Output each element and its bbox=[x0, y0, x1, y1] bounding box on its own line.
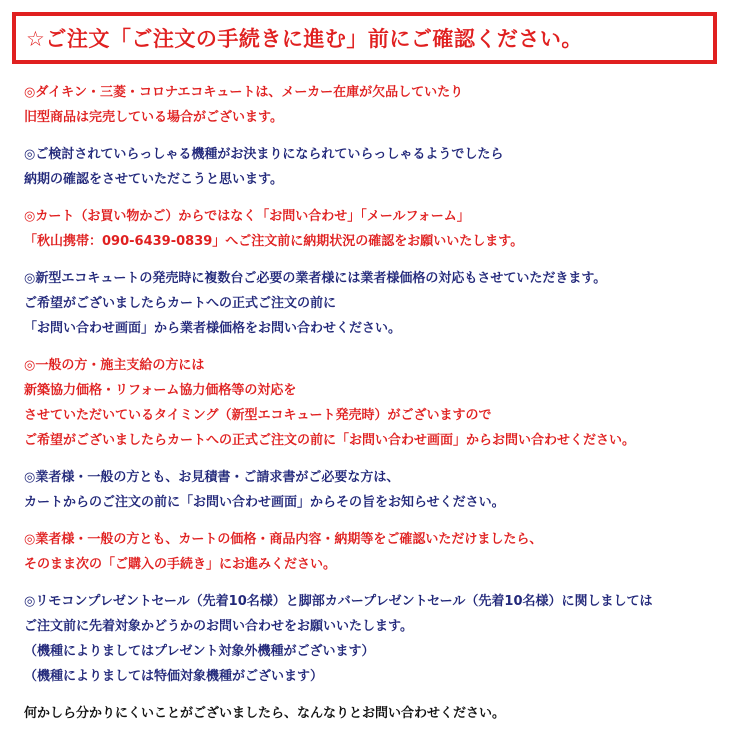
notice-line: 「秋山携帯：090-6439-0839」へご注文前に納期状況の確認をお願いいたします。 bbox=[24, 234, 524, 249]
notice-line: カートからのご注文の前に「お問い合わせ画面」からその旨をお知らせください。 bbox=[24, 495, 505, 510]
notice-block-proceed bbox=[24, 527, 732, 577]
notice-line: ◎リモコンプレゼントセール（先着10名様）と脚部カバープレゼントセール（先着10名様）に関しましては bbox=[24, 594, 653, 609]
notice-line: ◎ダイキン・三菱・コロナエコキュートは、メーカー在庫が欠品していたり bbox=[24, 85, 464, 100]
notice-line: ◎業者様・一般の方とも、カートの価格・商品内容・納期等をご確認いただけましたら、 bbox=[24, 532, 543, 547]
notice-block-general-price bbox=[24, 353, 732, 453]
notice-line: ◎新型エコキュートの発売時に複数台ご必要の業者様には業者様価格の対応もさせていただきます。 bbox=[24, 271, 607, 286]
notice-line: ご希望がございましたらカートへの正式ご注文の前に bbox=[24, 296, 337, 311]
notice-banner bbox=[12, 12, 717, 64]
notice-line: （機種によりましてはプレゼント対象外機種がございます） bbox=[24, 644, 375, 659]
notice-content bbox=[24, 80, 732, 738]
notice-line: （機種によりましては特価対象機種がございます） bbox=[24, 669, 324, 684]
notice-block-delivery-check bbox=[24, 142, 732, 192]
notice-line: 何かしら分かりにくいことがございましたら、なんなりとお問い合わせください。 bbox=[24, 706, 506, 721]
notice-block-present-sale bbox=[24, 589, 732, 689]
notice-line: させていただいているタイミング（新型エコキュート発売時）がございますので bbox=[24, 408, 492, 423]
notice-line: ご希望がございましたらカートへの正式ご注文の前に「お問い合わせ画面」からお問い合わせください。 bbox=[24, 433, 636, 448]
notice-block-contact bbox=[24, 204, 732, 254]
notice-line: ◎ご検討されていらっしゃる機種がお決まりになられていらっしゃるようでしたら bbox=[24, 147, 504, 162]
banner-text: ☆ご注文「ご注文の手続きに進む」前にご確認ください。 bbox=[26, 27, 583, 51]
notice-line: 新築協力価格・リフォーム協力価格等の対応を bbox=[24, 383, 297, 398]
notice-line: ご注文前に先着対象かどうかのお問い合わせをお願いいたします。 bbox=[24, 619, 413, 634]
notice-line: 納期の確認をさせていただこうと思います。 bbox=[24, 172, 283, 187]
notice-block-stock bbox=[24, 80, 732, 130]
notice-line: ◎カート（お買い物かご）からではなく「お問い合わせ」「メールフォーム」 bbox=[24, 209, 470, 224]
notice-block-business-price bbox=[24, 266, 732, 341]
notice-block-estimate bbox=[24, 465, 732, 515]
notice-block-closing bbox=[24, 701, 732, 726]
notice-line: 旧型商品は完売している場合がございます。 bbox=[24, 110, 283, 125]
notice-line: 「お問い合わせ画面」から業者様価格をお問い合わせください。 bbox=[24, 321, 402, 336]
notice-line: ◎業者様・一般の方とも、お見積書・ご請求書がご必要な方は、 bbox=[24, 470, 400, 485]
notice-line: そのまま次の「ご購入の手続き」にお進みください。 bbox=[24, 557, 337, 572]
notice-line: ◎一般の方・施主支給の方には bbox=[24, 358, 205, 373]
